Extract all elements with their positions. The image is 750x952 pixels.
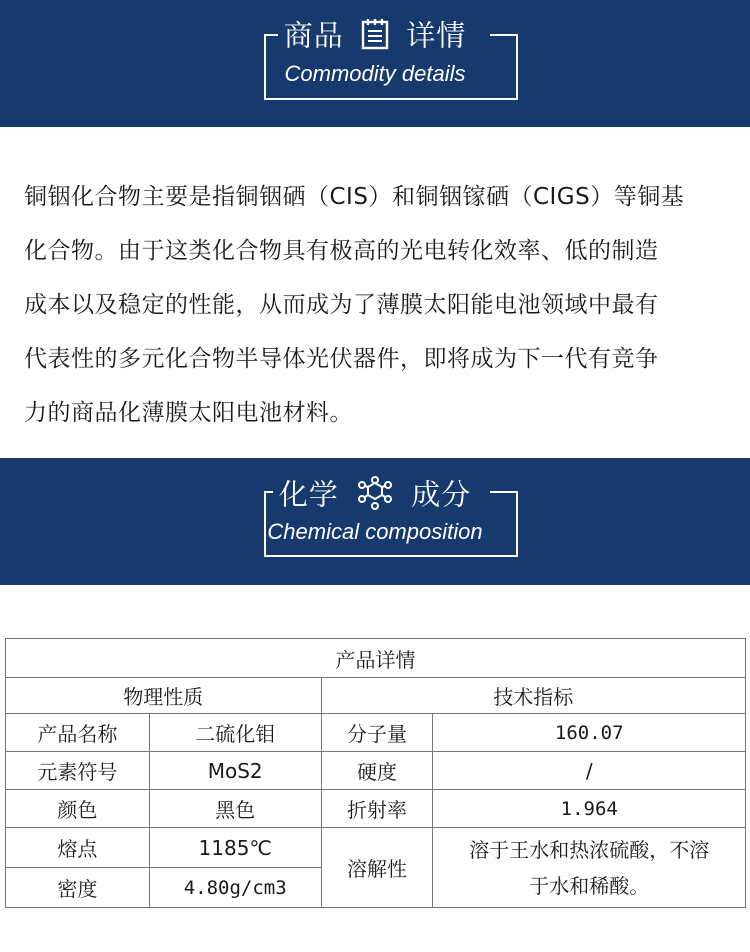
description-line: 力的商品化薄膜太阳电池材料。 (24, 400, 353, 426)
notepad-icon (360, 18, 390, 57)
table-cell-value: 160.07 (433, 714, 746, 752)
chemical-composition-banner (0, 458, 750, 585)
section-subtitle: Chemical composition (267, 519, 483, 544)
title-right: 成分 (411, 477, 472, 512)
molecule-icon (355, 476, 395, 517)
group-physical-properties: 物理性质 (6, 678, 322, 714)
title-left: 商品 (283, 18, 344, 53)
table-caption: 产品详情 (6, 639, 746, 678)
table-cell-value: 4.80g/cm3 (149, 868, 321, 908)
description-line: 化合物。由于这类化合物具有极高的光电转化效率、低的制造 (24, 238, 659, 264)
table-cell-value: / (433, 752, 746, 790)
table-cell-value-solubility (433, 828, 746, 908)
group-technical-specs: 技术指标 (321, 678, 745, 714)
section-subtitle: Commodity details (284, 61, 466, 86)
table-cell-key: 硬度 (321, 752, 433, 790)
description-line: 代表性的多元化合物半导体光伏器件，即将成为下一代有竞争 (24, 346, 659, 372)
title-left: 化学 (278, 477, 339, 512)
table-cell-key: 溶解性 (321, 828, 433, 908)
table-cell-value: 1.964 (433, 790, 746, 828)
table-cell-value: MoS2 (149, 752, 321, 790)
product-details-table (5, 638, 746, 908)
table-cell-value: 黑色 (149, 790, 321, 828)
table-cell-value: 1185℃ (149, 828, 321, 868)
table-cell-value: 二硫化钼 (149, 714, 321, 752)
solubility-line: 溶于王水和热浓硫酸，不溶 (469, 837, 710, 862)
table-cell-key: 产品名称 (6, 714, 150, 752)
table-cell-key: 颜色 (6, 790, 150, 828)
description-line: 铜铟化合物主要是指铜铟硒（CIS）和铜铟镓硒（CIGS）等铜基 (24, 184, 685, 210)
title-right: 详情 (406, 18, 467, 53)
table-cell-key: 密度 (6, 868, 150, 908)
table-cell-key: 折射率 (321, 790, 433, 828)
product-description (24, 170, 736, 440)
description-line: 成本以及稳定的性能，从而成为了薄膜太阳能电池领域中最有 (24, 292, 659, 318)
commodity-details-banner (0, 0, 750, 127)
solubility-line: 于水和稀酸。 (529, 873, 650, 898)
table-cell-key: 熔点 (6, 828, 150, 868)
section-title (0, 476, 750, 517)
section-title (0, 18, 750, 57)
table-cell-key: 元素符号 (6, 752, 150, 790)
table-cell-key: 分子量 (321, 714, 433, 752)
